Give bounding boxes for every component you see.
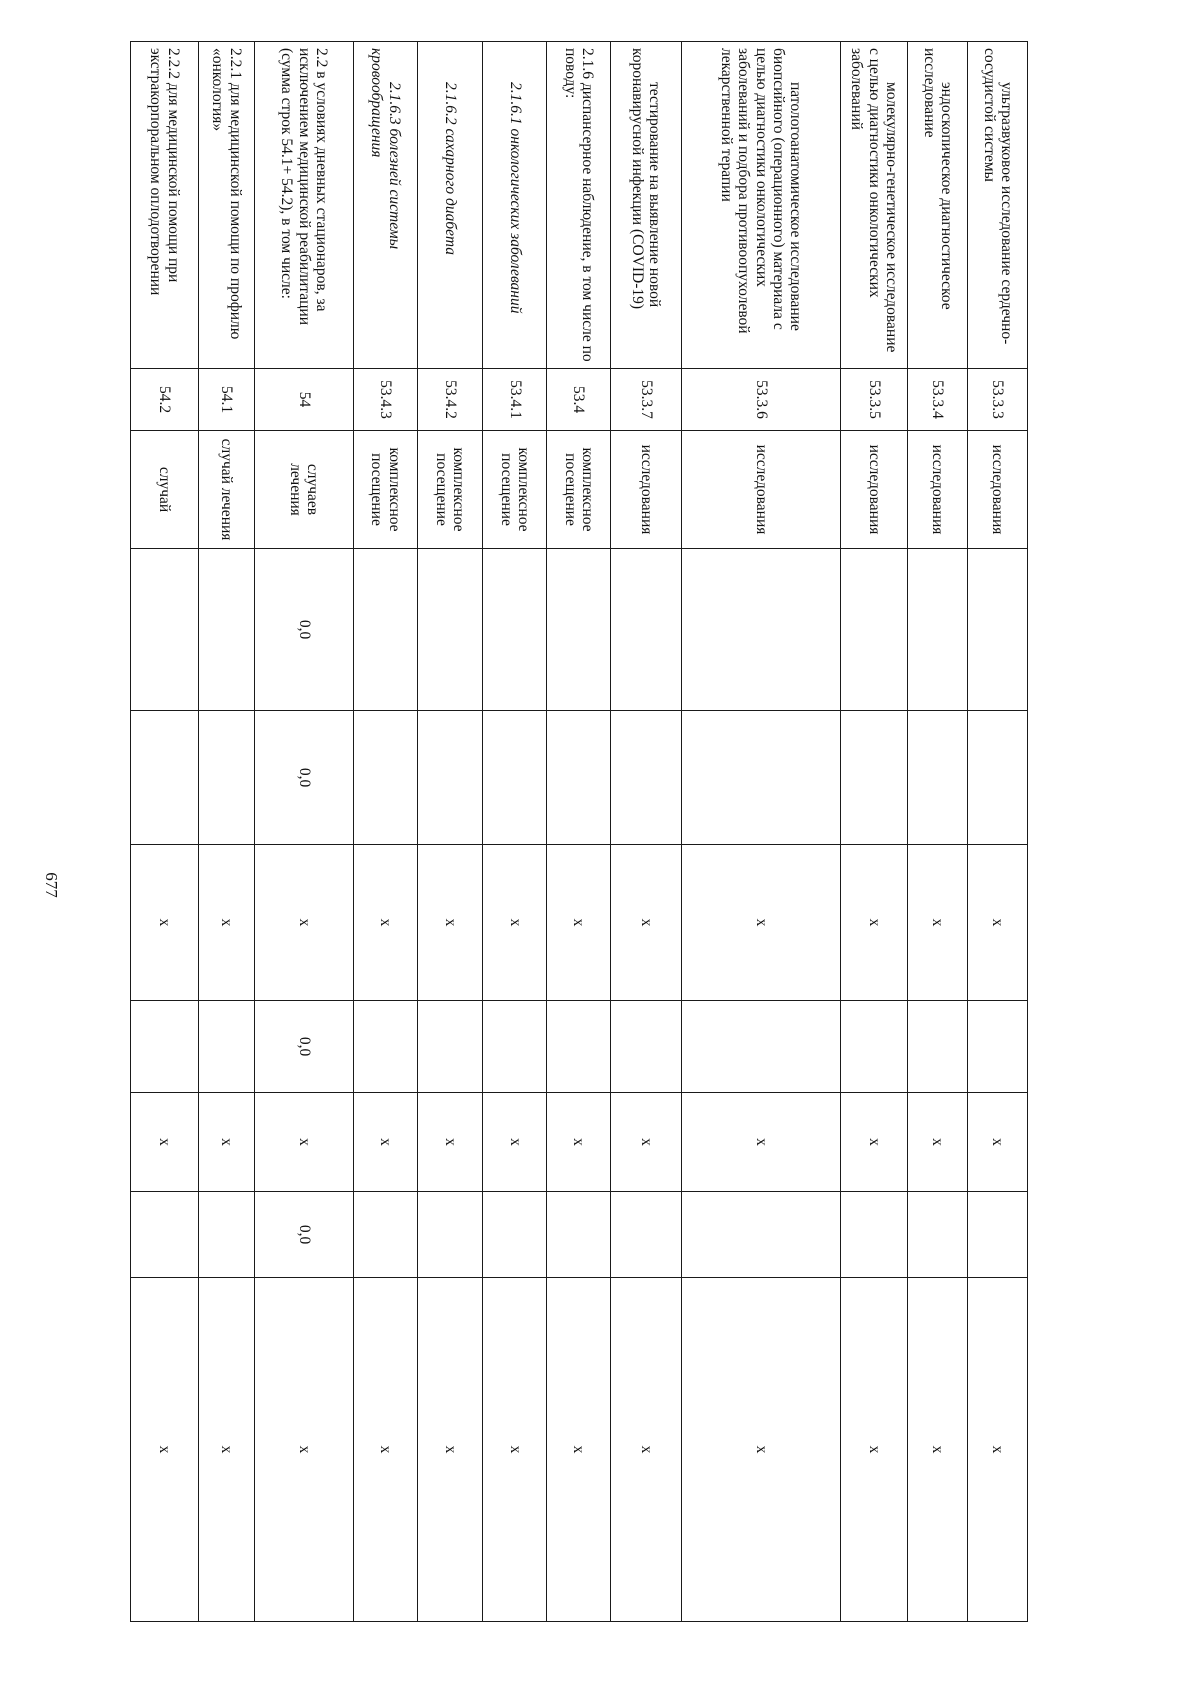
rotated-table-container [130, 41, 1028, 1621]
value-cell: x [968, 1278, 1028, 1622]
table-row [255, 42, 353, 1622]
value-cell [483, 711, 547, 845]
value-cell [353, 549, 417, 711]
row-code-cell: 53.3.4 [908, 369, 968, 431]
row-name-cell: эндоскопическое диагностическое исследование [908, 42, 968, 369]
value-cell [417, 1192, 482, 1278]
row-code-cell: 53.4.3 [353, 369, 417, 431]
row-name-cell: тестирование на выявление новой коронавирусной инфекции (COVID-19) [610, 42, 682, 369]
value-cell: 0,0 [255, 1192, 353, 1278]
value-cell: x [483, 1278, 547, 1622]
row-name-cell: 2.2.2 для медицинской помощи при экстракорпоральном оплодотворении [131, 42, 199, 369]
value-cell: x [131, 845, 199, 1001]
value-cell: x [547, 1278, 610, 1622]
value-cell: x [255, 1093, 353, 1192]
row-code-cell: 53.4.2 [417, 369, 482, 431]
row-code-cell: 54 [255, 369, 353, 431]
table-row [417, 42, 482, 1622]
row-name-cell: патологоанатомическое исследование биопсийного (операционного) материала с целью диагностики онкологических заболеваний и подбора противоопухолевой лекарственной терапии [682, 42, 840, 369]
row-unit-cell: исследования [908, 431, 968, 549]
value-cell [131, 1001, 199, 1093]
value-cell: 0,0 [255, 711, 353, 845]
value-cell [682, 711, 840, 845]
value-cell [483, 549, 547, 711]
row-unit-cell: комплексное посещение [547, 431, 610, 549]
row-unit-cell: комплексное посещение [353, 431, 417, 549]
value-cell: x [908, 845, 968, 1001]
value-cell: x [840, 1093, 907, 1192]
value-cell [682, 1192, 840, 1278]
value-cell [417, 1001, 482, 1093]
row-name-cell: 2.1.6.2 сахарного диабета [417, 42, 482, 369]
value-cell: x [353, 1278, 417, 1622]
value-cell [908, 711, 968, 845]
value-cell [840, 1001, 907, 1093]
row-code-cell: 53.4.1 [483, 369, 547, 431]
value-cell [610, 1001, 682, 1093]
row-unit-cell: случаев лечения [255, 431, 353, 549]
value-cell [682, 549, 840, 711]
value-cell: x [483, 845, 547, 1001]
row-unit-cell: комплексное посещение [483, 431, 547, 549]
row-name-cell: 2.2 в условиях дневных стационаров, за исключением медицинской реабилитации (сумма строк 54.1+ 54.2), в том числе: [255, 42, 353, 369]
value-cell [353, 711, 417, 845]
table-row [968, 42, 1028, 1622]
value-cell: x [840, 845, 907, 1001]
value-cell: x [417, 845, 482, 1001]
value-cell: x [353, 845, 417, 1001]
value-cell [353, 1192, 417, 1278]
value-cell [547, 549, 610, 711]
table-row [547, 42, 610, 1622]
value-cell: x [198, 845, 255, 1001]
value-cell [198, 711, 255, 845]
data-table [130, 41, 1028, 1622]
table-row [840, 42, 907, 1622]
value-cell: x [682, 1093, 840, 1192]
value-cell [131, 1192, 199, 1278]
value-cell: x [417, 1278, 482, 1622]
row-code-cell: 53.3.6 [682, 369, 840, 431]
table-row [198, 42, 255, 1622]
value-cell [968, 549, 1028, 711]
value-cell [198, 1192, 255, 1278]
value-cell [682, 1001, 840, 1093]
row-code-cell: 53.4 [547, 369, 610, 431]
value-cell [840, 549, 907, 711]
value-cell [547, 1192, 610, 1278]
table-row [131, 42, 199, 1622]
value-cell: x [968, 845, 1028, 1001]
value-cell [483, 1001, 547, 1093]
value-cell: x [682, 845, 840, 1001]
table-row [682, 42, 840, 1622]
value-cell: x [198, 1093, 255, 1192]
value-cell: x [255, 1278, 353, 1622]
value-cell [840, 1192, 907, 1278]
row-unit-cell: исследования [610, 431, 682, 549]
value-cell: x [483, 1093, 547, 1192]
value-cell: x [908, 1278, 968, 1622]
value-cell: x [682, 1278, 840, 1622]
value-cell: x [131, 1278, 199, 1622]
table-row [353, 42, 417, 1622]
value-cell [547, 711, 610, 845]
table-row [908, 42, 968, 1622]
value-cell [968, 711, 1028, 845]
value-cell [908, 549, 968, 711]
value-cell: x [353, 1093, 417, 1192]
value-cell [610, 711, 682, 845]
value-cell: x [840, 1278, 907, 1622]
row-unit-cell: случай [131, 431, 199, 549]
table-row [610, 42, 682, 1622]
value-cell [417, 711, 482, 845]
row-name-cell: 2.1.6.1 онкологических заболеваний [483, 42, 547, 369]
row-name-cell: ультразвуковое исследование сердечно-сосудистой системы [968, 42, 1028, 369]
value-cell [131, 711, 199, 845]
value-cell [610, 549, 682, 711]
value-cell: x [131, 1093, 199, 1192]
value-cell [840, 711, 907, 845]
value-cell: x [610, 1093, 682, 1192]
value-cell: 0,0 [255, 1001, 353, 1093]
row-name-cell: 2.1.6 диспансерное наблюдение, в том числе по поводу: [547, 42, 610, 369]
value-cell: x [255, 845, 353, 1001]
row-code-cell: 54.1 [198, 369, 255, 431]
value-cell [908, 1192, 968, 1278]
row-name-cell: молекулярно-генетическое исследование с целью диагностики онкологических заболеваний [840, 42, 907, 369]
value-cell: x [968, 1093, 1028, 1192]
row-code-cell: 53.3.5 [840, 369, 907, 431]
page-number: 677 [42, 872, 61, 898]
value-cell: x [547, 1093, 610, 1192]
row-unit-cell: комплексное посещение [417, 431, 482, 549]
value-cell [198, 1001, 255, 1093]
value-cell: x [908, 1093, 968, 1192]
value-cell [198, 549, 255, 711]
row-name-cell: 2.2.1 для медицинской помощи по профилю «онкология» [198, 42, 255, 369]
row-name-cell: 2.1.6.3 болезней системы кровообращения [353, 42, 417, 369]
value-cell [353, 1001, 417, 1093]
value-cell: x [417, 1093, 482, 1192]
value-cell [417, 549, 482, 711]
value-cell: x [198, 1278, 255, 1622]
row-unit-cell: исследования [968, 431, 1028, 549]
value-cell: x [547, 845, 610, 1001]
table-row [483, 42, 547, 1622]
value-cell [908, 1001, 968, 1093]
row-code-cell: 53.3.3 [968, 369, 1028, 431]
row-unit-cell: исследования [682, 431, 840, 549]
value-cell: x [610, 845, 682, 1001]
row-code-cell: 54.2 [131, 369, 199, 431]
row-unit-cell: исследования [840, 431, 907, 549]
value-cell: 0,0 [255, 549, 353, 711]
value-cell [131, 549, 199, 711]
row-unit-cell: случай лечения [198, 431, 255, 549]
value-cell [547, 1001, 610, 1093]
value-cell: x [610, 1278, 682, 1622]
value-cell [610, 1192, 682, 1278]
row-code-cell: 53.3.7 [610, 369, 682, 431]
value-cell [968, 1001, 1028, 1093]
value-cell [483, 1192, 547, 1278]
value-cell [968, 1192, 1028, 1278]
